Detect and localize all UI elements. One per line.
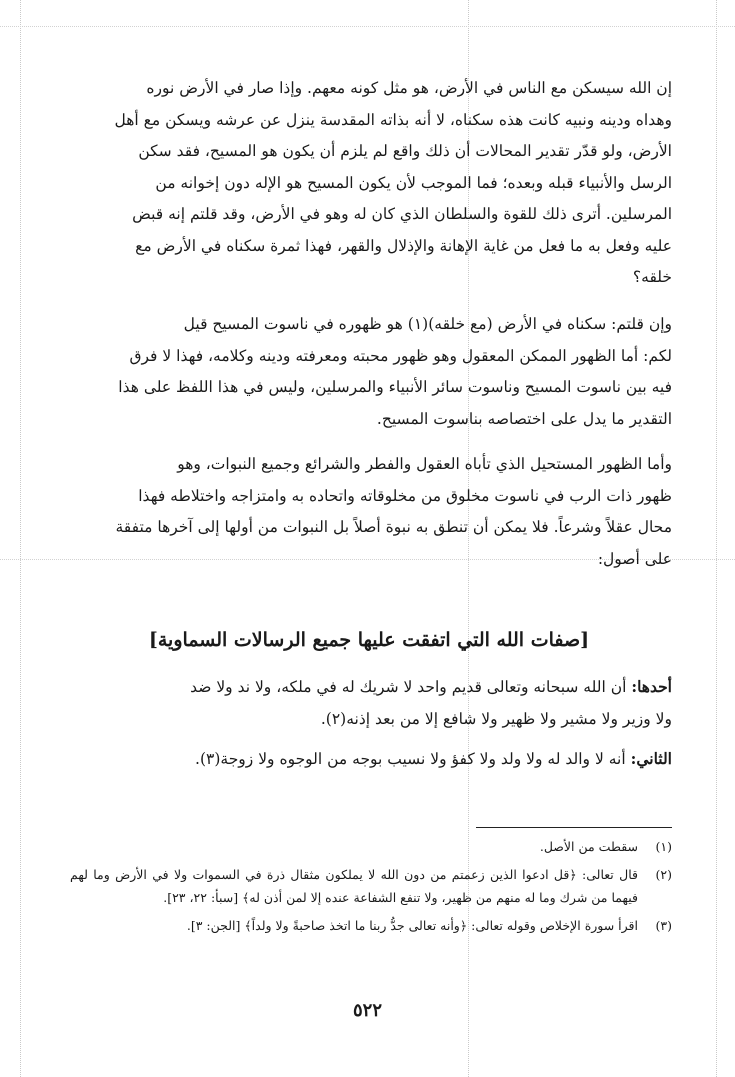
text-line: ظهور ذات الرب في ناسوت مخلوق من مخلوقاته واتحاده به وامتزاجه واختلاطه فهذا	[138, 486, 672, 505]
text-line: فيه بين ناسوت المسيح وناسوت سائر الأنبياء والمرسلين، وليس في هذا اللفظ على هذا	[118, 378, 672, 396]
point-2	[66, 743, 672, 776]
footnote-number: (١)	[655, 839, 672, 854]
text-line: على أصول:	[597, 549, 672, 568]
footnote-1	[70, 835, 672, 859]
scan-guide-line	[0, 26, 735, 27]
text-line: التقدير ما يدل على اختصاصه بناسوت المسيح.	[376, 409, 672, 428]
text-line: محال عقلاً وشرعاً. فلا يمكن أن تنطق به نبوة أصلاً بل النبوات من أولها إلى آخرها متفقة	[115, 518, 672, 536]
point-1	[66, 671, 672, 735]
paragraph-3	[66, 449, 672, 575]
text-line: وأما الظهور المستحيل الذي تأباه العقول والفطر والشرائع وجميع النبوات، وهو	[177, 455, 672, 473]
scan-guide-line	[20, 0, 21, 1077]
text-line: وإن قلتم: سكناه في الأرض (مع خلقه)(١) هو ظهوره في ناسوت المسيح قيل	[183, 315, 672, 333]
footnote-text: قال تعالى: ﴿قل ادعوا الذين زعمتم من دون الله لا يملكون مثقال ذرة في السموات ولا في الأرض وما لهم فيهما من شرك وما له منهم من ظهير، ولا تنفع الشفاعة عنده إلا لمن أذن له﴾ [سبأ: ٢٢، ٢٣].	[70, 866, 638, 905]
footnote-number: (٣)	[655, 917, 672, 933]
paragraph-2	[66, 309, 672, 435]
text-line: أن الله سبحانه وتعالى قديم واحد لا شريك له في ملكه، ولا ند ولا ضد	[190, 678, 627, 696]
text-line: وهداه ودينه ونبيه كانت هذه سكناه، لا أنه بذاته المقدسة ينزل عن عرشه ويسكن مع أهل	[114, 110, 672, 129]
text-line: المرسلين. أترى ذلك للقوة والسلطان الذي كان له وهو في الأرض، وقد قلتم إنه قبض	[132, 205, 672, 223]
text-line: الرسل والأنبياء قبله وبعده؛ فما الموجب لأن يكون المسيح هو الإله دون إخوانه من	[155, 173, 672, 192]
footnote-2	[70, 863, 672, 910]
text-line: أنه لا والد له ولا ولد ولا كفؤ ولا نسيب بوجه من الوجوه ولا زوجة(٣).	[195, 750, 626, 768]
footnote-text: سقطت من الأصل.	[539, 839, 638, 854]
footnote-3	[70, 914, 672, 938]
section-heading: [صفات الله التي اتفقت عليها جميع الرسالات السماوية]	[148, 629, 590, 651]
footnote-text: اقرأ سورة الإخلاص وقوله تعالى: ﴿وأنه تعالى جدُّ ربنا ما اتخذ صاحبةً ولا ولداً﴾ [الجن: ٣].	[186, 917, 638, 933]
text-line: خلقه؟	[632, 268, 672, 286]
scan-guide-line	[716, 0, 717, 1077]
text-line: الأرض، ولو قدّر تقدير المحالات أن ذلك واقع لم يلزم أن يكون هو المسيح، فقد سكن	[138, 142, 672, 160]
paragraph-1	[66, 73, 672, 294]
page-number: ٥٢٢	[352, 1000, 382, 1021]
text-line: عليه وفعل به ما فعل من غاية الإهانة والإذلال والقهر، فهذا ثمرة سكناه في الأرض مع	[135, 236, 672, 255]
text-line: إن الله سيسكن مع الناس في الأرض، هو مثل كونه معهم. وإذا صار في الأرض نوره	[146, 79, 672, 97]
footnote-number: (٢)	[655, 866, 672, 882]
point-label: أحدها:	[631, 677, 672, 696]
point-label: الثاني:	[630, 749, 672, 768]
footnotes	[70, 835, 672, 941]
text-line: لكم: أما الظهور الممكن المعقول وهو ظهور محبته ومعرفته ودينه وكلامه، فهذا لا فرق	[129, 346, 672, 365]
text-line: ولا وزير ولا مشير ولا ظهير ولا شافع إلا من بعد إذنه(٢).	[320, 709, 672, 728]
footnote-separator	[476, 827, 672, 828]
